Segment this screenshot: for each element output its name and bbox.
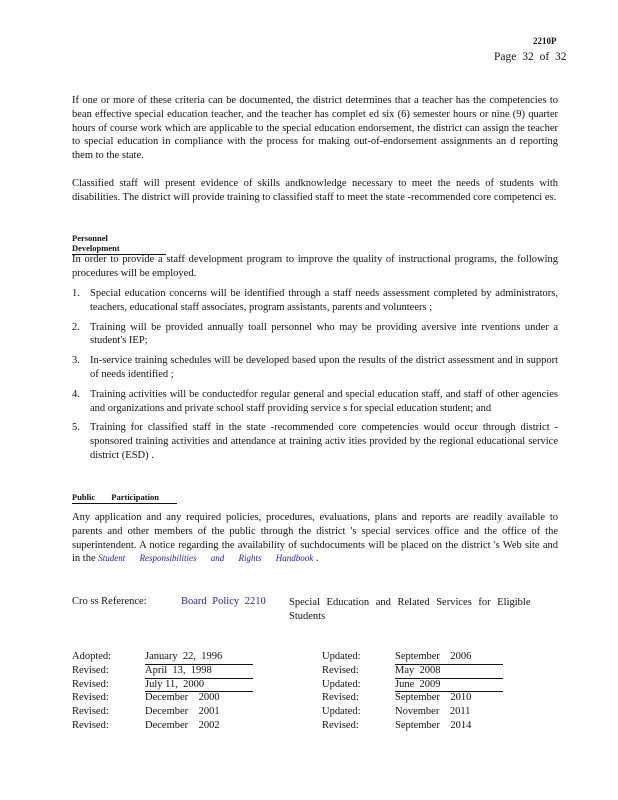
competency-paragraph: If one or more of these criteria can be documented, the district determines that a teacher has the competencies to bean effective special education teacher, and the teacher has complet ed six (6) semester hours or nine (9) quarter hours of course work which are applicable to the special education endorsement, the district can assign the teacher to special education in compliance with the process for making out-of-endorsement assignments an d reporting them to the state. — [72, 95, 558, 162]
public-participation-end: . — [315, 553, 319, 565]
history-row — [322, 678, 572, 692]
history-date: April 13, 1998 — [145, 664, 253, 679]
history-date: September 2014 — [395, 719, 472, 731]
history-date: December 2001 — [145, 706, 220, 718]
procedure-number: 1. — [72, 288, 80, 299]
history-label: Updated: — [322, 651, 361, 662]
procedure-number: 2. — [72, 321, 80, 333]
history-row — [72, 691, 322, 705]
page-number: Page 32 of 32 — [494, 51, 567, 63]
history-row — [72, 705, 322, 719]
history-label: Revised: — [72, 664, 109, 676]
procedure-text: In-service training schedules will be developed based upon the results of the district assessment and in support of needs identified ; — [90, 355, 558, 380]
history-date: January 22, 1996 — [145, 650, 253, 665]
history-label: Updated: — [322, 678, 361, 690]
history-row — [322, 719, 572, 733]
personnel-development-heading: Personnel Development — [72, 233, 166, 255]
history-label: Revised: — [72, 692, 109, 704]
policy-code: 2210P — [533, 36, 557, 46]
history-date: September 2010 — [395, 692, 472, 704]
adoption-history-right — [322, 650, 572, 733]
history-row — [72, 650, 322, 664]
history-row — [72, 719, 322, 733]
history-label: Revised: — [72, 719, 109, 731]
history-label: Revised: — [72, 678, 109, 690]
public-participation-heading: Public Participation — [72, 492, 177, 504]
history-label: Revised: — [322, 719, 359, 731]
history-date: June 2009 — [395, 678, 503, 693]
history-date: November 2011 — [395, 706, 471, 718]
history-label: Adopted: — [72, 651, 112, 662]
handbook-link[interactable]: Student Responsibilities and Rights Handbook — [98, 553, 314, 564]
procedure-item — [72, 354, 558, 382]
history-row — [322, 691, 572, 705]
history-label: Revised: — [322, 664, 359, 676]
procedure-number: 3. — [72, 355, 80, 367]
history-row — [322, 705, 572, 719]
history-row — [72, 664, 322, 678]
staff-development-intro: In order to provide a staff development program to improve the quality of instructional programs, the following procedures will be employed. — [72, 254, 558, 279]
classified-staff-paragraph: Classified staff will present evidence of skills andknowledge necessary to meet the needs of students with disabilities. The district will provide training to classified staff to meet the state -recommended core competenci es. — [72, 178, 558, 203]
history-row — [72, 678, 322, 692]
procedure-text: Training activities will be conductedfor regular general and special education staff, and staff of other agencies and organizations and private school staff providing service s for special education student; and — [90, 388, 558, 414]
procedures-list — [72, 287, 558, 463]
procedure-item — [72, 388, 558, 416]
history-label: Revised: — [72, 706, 109, 718]
public-participation-text: Any application and any required policies, procedures, evaluations, plans and reports are readily available to parents and other members of the public through the district 's special services office and the office of the superintendent. A notice regarding the availability of suchdocuments will be placed on the district 's Web site and in the — [72, 512, 558, 565]
procedure-number: 4. — [72, 388, 80, 400]
history-row — [322, 650, 572, 664]
procedure-item — [72, 421, 558, 462]
adoption-history-left — [72, 650, 322, 733]
procedure-item — [72, 321, 558, 349]
board-policy-link[interactable]: Board Policy 2210 — [181, 596, 266, 607]
cross-reference-title: Special Education and Related Services for Eligible Students — [289, 597, 531, 622]
history-date: July 11, 2000 — [145, 678, 253, 693]
procedure-item — [72, 287, 558, 315]
procedure-number: 5. — [72, 422, 80, 434]
history-label: Revised: — [322, 692, 359, 704]
procedure-text: Special education concerns will be identified through a staff needs assessment completed by administrators, teachers, educational staff associates, program assistants, parents and volunteers ; — [90, 288, 558, 313]
history-date: May 2008 — [395, 664, 503, 679]
history-date: September 2006 — [395, 650, 503, 665]
public-participation-paragraph — [72, 511, 558, 566]
cross-reference-label: Cro ss Reference: — [72, 596, 147, 607]
procedure-text: Training will be provided annually toall personnel who may be providing aversive inte rventions under a student's IEP; — [90, 321, 558, 347]
history-date: December 2000 — [145, 692, 220, 704]
history-label: Updated: — [322, 706, 361, 718]
procedure-text: Training for classified staff in the state -recommended core competencies would occur through district -sponsored training activities and attendance at training activ ities provided by the regional educational service district (ESD) . — [90, 422, 558, 461]
history-row — [322, 664, 572, 678]
history-date: December 2002 — [145, 719, 220, 731]
